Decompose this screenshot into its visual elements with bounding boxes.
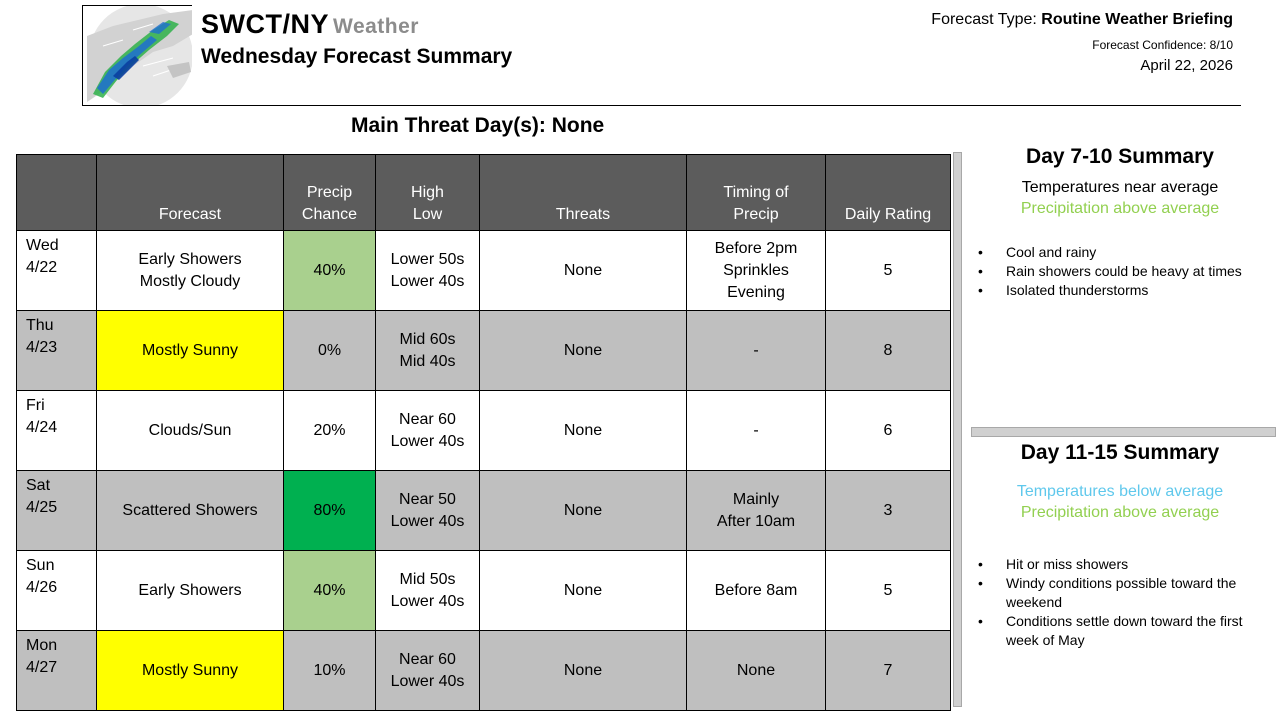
- horizontal-divider-bar: [971, 427, 1276, 437]
- forecast-cell: Mostly Sunny: [97, 311, 284, 391]
- threats-cell: None: [480, 551, 687, 631]
- rating-cell: 5: [826, 231, 951, 311]
- temp-cell: Mid 60s Mid 40s: [376, 311, 480, 391]
- day-cell: Sat 4/25: [17, 471, 97, 551]
- list-item: • Cool and rainy: [978, 243, 1248, 262]
- timing-cell: -: [687, 311, 826, 391]
- col-header-precip: Precip Chance: [284, 155, 376, 231]
- page-title: Wednesday Forecast Summary: [201, 45, 513, 68]
- forecast-cell: Early Showers: [97, 551, 284, 631]
- col-header-timing: Timing of Precip: [687, 155, 826, 231]
- forecast-table: [16, 154, 951, 711]
- table-row: [17, 551, 951, 631]
- forecast-type-value: Routine Weather Briefing: [1041, 11, 1233, 28]
- rating-cell: 5: [826, 551, 951, 631]
- day7-10-temp: Temperatures near average: [1021, 179, 1219, 196]
- threats-cell: None: [480, 311, 687, 391]
- radar-map-logo: [82, 5, 192, 106]
- precip-cell: 40%: [284, 551, 376, 631]
- col-header-forecast: Forecast: [97, 155, 284, 231]
- timing-cell: None: [687, 631, 826, 711]
- forecast-cell: Mostly Sunny: [97, 631, 284, 711]
- col-header-day: [17, 155, 97, 231]
- threats-cell: None: [480, 631, 687, 711]
- main-threat-title: Main Threat Day(s): None: [351, 114, 605, 137]
- day7-10-precip: Precipitation above average: [1020, 200, 1220, 217]
- list-item: • Windy conditions possible toward the weekend: [978, 574, 1248, 612]
- forecast-date: April 22, 2026: [1140, 57, 1233, 74]
- rating-cell: 7: [826, 631, 951, 711]
- timing-cell: -: [687, 391, 826, 471]
- day11-15-temp: Temperatures below average: [1016, 483, 1224, 500]
- forecast-cell: Scattered Showers: [97, 471, 284, 551]
- day-cell: Wed 4/22: [17, 231, 97, 311]
- day-cell: Mon 4/27: [17, 631, 97, 711]
- day-cell: Thu 4/23: [17, 311, 97, 391]
- col-header-rating: Daily Rating: [826, 155, 951, 231]
- day11-15-precip: Precipitation above average: [1020, 504, 1220, 521]
- day11-15-bullets: [978, 555, 1248, 650]
- temp-cell: Lower 50s Lower 40s: [376, 231, 480, 311]
- temp-cell: Mid 50s Lower 40s: [376, 551, 480, 631]
- table-row: [17, 231, 951, 311]
- timing-cell: Before 2pm Sprinkles Evening: [687, 231, 826, 311]
- day11-15-summary: [965, 441, 1275, 523]
- list-item: • Isolated thunderstorms: [978, 281, 1248, 300]
- precip-cell: 10%: [284, 631, 376, 711]
- table-row: [17, 471, 951, 551]
- day-cell: Fri 4/24: [17, 391, 97, 471]
- precip-cell: 20%: [284, 391, 376, 471]
- threats-cell: None: [480, 471, 687, 551]
- brand-title: SWCT/NY Weather: [201, 9, 419, 39]
- day7-10-title: Day 7-10 Summary: [1026, 145, 1214, 168]
- precip-cell: 0%: [284, 311, 376, 391]
- day-cell: Sun 4/26: [17, 551, 97, 631]
- day7-10-bullets: [978, 243, 1248, 300]
- temp-cell: Near 60 Lower 40s: [376, 631, 480, 711]
- threats-cell: None: [480, 231, 687, 311]
- col-header-high-low: High Low: [376, 155, 480, 231]
- vertical-divider-bar: [953, 152, 962, 707]
- temp-cell: Near 60 Lower 40s: [376, 391, 480, 471]
- table-header-row: [17, 155, 951, 231]
- timing-cell: Before 8am: [687, 551, 826, 631]
- forecast-cell: Clouds/Sun: [97, 391, 284, 471]
- forecast-cell: Early Showers Mostly Cloudy: [97, 231, 284, 311]
- timing-cell: Mainly After 10am: [687, 471, 826, 551]
- threats-cell: None: [480, 391, 687, 471]
- precip-cell: 40%: [284, 231, 376, 311]
- radar-map-icon: [83, 6, 192, 106]
- temp-cell: Near 50 Lower 40s: [376, 471, 480, 551]
- col-header-threats: Threats: [480, 155, 687, 231]
- day7-10-summary: [965, 145, 1275, 219]
- rating-cell: 3: [826, 471, 951, 551]
- rating-cell: 6: [826, 391, 951, 471]
- precip-cell: 80%: [284, 471, 376, 551]
- rating-cell: 8: [826, 311, 951, 391]
- day11-15-title: Day 11-15 Summary: [1020, 441, 1220, 464]
- header-divider: [192, 105, 1241, 106]
- table-row: [17, 391, 951, 471]
- forecast-type: Forecast Type: Routine Weather Briefing: [931, 11, 1233, 28]
- list-item: • Rain showers could be heavy at times: [978, 262, 1248, 281]
- list-item: • Conditions settle down toward the first week of May: [978, 612, 1248, 650]
- list-item: • Hit or miss showers: [978, 555, 1248, 574]
- table-row: [17, 311, 951, 391]
- brand-subtitle: Weather: [333, 15, 419, 38]
- forecast-confidence: Forecast Confidence: 8/10: [1092, 38, 1233, 52]
- table-row: [17, 631, 951, 711]
